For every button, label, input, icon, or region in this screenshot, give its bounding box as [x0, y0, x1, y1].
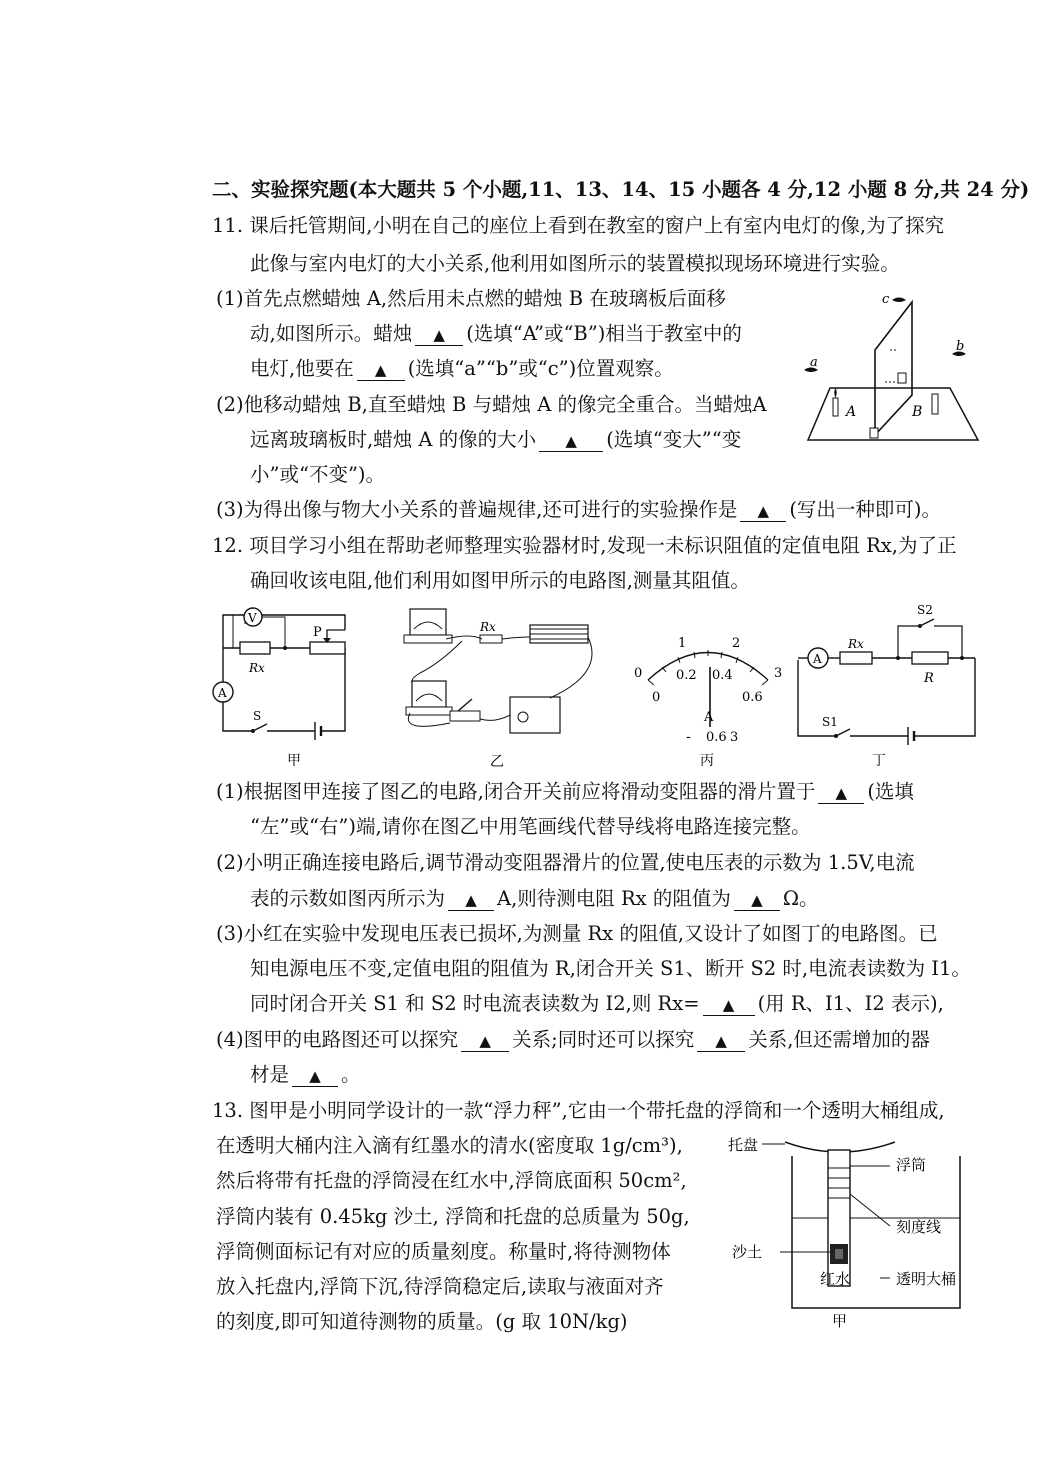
dial-unit: A	[704, 710, 714, 725]
q11-p2-line1: (2)他移动蜡烛 B,直至蜡烛 B 与蜡烛 A 的像完全重合。当蜡烛A	[216, 393, 767, 416]
q13-line5: 浮筒侧面标记有对应的质量刻度。称量时,将待测物体	[216, 1240, 671, 1263]
q11-p1-text-c: 电灯,他要在	[250, 357, 354, 380]
answer-blank[interactable]: ▲	[415, 325, 463, 346]
q11-p2-text-a: 远离玻璃板时,蜡烛 A 的像的大小	[250, 428, 537, 451]
answer-blank[interactable]: ▲	[740, 501, 786, 522]
q11-p2-line2	[250, 427, 741, 453]
answer-blank[interactable]: ▲	[703, 995, 755, 1016]
dial-bottom-04: 0.4	[712, 668, 733, 683]
q12-p4-line1	[216, 1027, 930, 1053]
q12-p1-line1	[216, 779, 914, 805]
q12-p2-line2	[250, 886, 819, 912]
candle-b-shape	[932, 394, 938, 414]
slider-label: P	[313, 625, 322, 640]
dial-bottom-02: 0.2	[676, 668, 697, 683]
resistor-label: Rx	[249, 661, 265, 675]
q12-p3-line1: (3)小红在实验中发现电压表已损坏,为测量 Rx 的阻值,又设计了如图丁的电路图。已	[216, 922, 938, 945]
q11-p1-line3	[250, 356, 674, 382]
caption-jia: 甲	[287, 753, 301, 769]
switch-label: S	[253, 709, 262, 723]
ammeter-label: A	[218, 686, 227, 700]
answer-blank[interactable]: ▲	[292, 1066, 338, 1087]
switch-s2	[920, 619, 934, 626]
candle-a-shape	[833, 398, 838, 416]
q11-p3-text-b: (写出一种即可)。	[789, 498, 942, 521]
q12-p4-text-a: (4)图甲的电路图还可以探究	[216, 1028, 459, 1051]
q12-p2-line1: (2)小明正确连接电路后,调节滑动变阻器滑片的位置,使电压表的示数为 1.5V,电流	[216, 851, 915, 874]
q12-p1-text-b: (选填	[867, 780, 914, 803]
q12-p3-line3	[250, 991, 944, 1017]
label-kedu: 刻度线	[896, 1218, 942, 1236]
q13-line6: 放入托盘内,浮筒下沉,待浮筒稳定后,读取与液面对齐	[216, 1275, 664, 1298]
section-heading: 二、实验探究题(本大题共 5 个小题,11、13、14、15 小题各 4 分,12 小题 8 分,共 24 分)	[212, 178, 1030, 201]
dial-top-3: 3	[774, 666, 783, 681]
buoyancy-scale-figure	[720, 1128, 990, 1338]
q12-p2-text-b: A,则待测电阻 Rx 的阻值为	[497, 887, 731, 910]
q11-p1-text-d: (选填“a”“b”或“c”)位置观察。	[407, 357, 674, 380]
switch-s2-label: S2	[917, 603, 933, 617]
resistor-rx	[840, 652, 872, 664]
q12-p1-line2: “左”或“右”)端,请你在图乙中用笔画线代替导线将电路连接完整。	[250, 815, 811, 838]
label-c: c	[882, 292, 890, 307]
resistor-rx	[240, 642, 270, 654]
caption-ding: 丁	[872, 753, 886, 769]
plate-clip	[898, 373, 906, 383]
label-candle-a: A	[846, 404, 857, 420]
q12-p3-text-b: (用 R、I1、I2 表示),	[757, 992, 944, 1015]
caption-bing: 丙	[700, 753, 714, 769]
switch-s	[253, 724, 267, 731]
q11-p1-text-a: 动,如图所示。蜡烛	[250, 322, 413, 345]
rheostat	[310, 642, 345, 654]
q11-p1-line1: (1)首先点燃蜡烛 A,然后用未点燃的蜡烛 B 在玻璃板后面移	[216, 287, 726, 310]
switch-device	[450, 711, 480, 721]
q12-p4-text-c: 关系,但还需增加的器	[748, 1028, 930, 1051]
label-b: b	[956, 339, 965, 354]
ammeter-label: A	[813, 652, 822, 666]
q11-p1-text-b: (选填“A”或“B”)相当于教室中的	[466, 322, 742, 345]
label-a: a	[810, 355, 818, 370]
q13-line2: 在透明大桶内注入滴有红墨水的清水(密度取 1g/cm³),	[216, 1134, 683, 1157]
q12-line1: 12. 项目学习小组在帮助老师整理实验器材时,发现一未标识阻值的定值电阻 Rx,为了正	[212, 534, 957, 557]
label-tuopan: 托盘	[728, 1136, 759, 1154]
caption-yi: 乙	[490, 754, 504, 770]
circuit-jia	[205, 600, 365, 770]
q11-line2: 此像与室内电灯的大小关系,他利用如图所示的装置模拟现场环境进行实验。	[250, 252, 900, 275]
label-futong: 浮筒	[896, 1156, 927, 1174]
label-shatu: 沙土	[732, 1243, 763, 1261]
q12-p1-text-a: (1)根据图甲连接了图乙的电路,闭合开关前应将滑动变阻器的滑片置于	[216, 780, 816, 803]
plate-clip	[870, 428, 878, 438]
terminal-3: 3	[730, 730, 739, 745]
glass-plate	[875, 302, 912, 435]
answer-blank[interactable]: ▲	[818, 783, 864, 804]
q11-line1: 11. 课后托管期间,小明在自己的座位上看到在教室的窗户上有室内电灯的像,为了探究	[212, 214, 945, 237]
r-label: R	[924, 671, 934, 686]
answer-blank[interactable]: ▲	[539, 431, 603, 452]
dial-top-1: 1	[678, 636, 687, 651]
label-hongshui: 红水	[820, 1270, 851, 1288]
switch-s1-label: S1	[822, 715, 838, 729]
q12-p2-text-a: 表的示数如图丙所示为	[250, 887, 446, 910]
float-tube-shape	[828, 1150, 850, 1286]
power-supply-device	[510, 697, 560, 733]
dial-arc	[648, 653, 768, 681]
q12-p4-line2	[250, 1062, 361, 1088]
q13-line3: 然后将带有托盘的浮筒浸在红水中,浮筒底面积 50cm²,	[216, 1169, 687, 1192]
ammeter-dial-bing	[628, 625, 788, 775]
circuit-ding	[790, 598, 985, 770]
dial-zero-top: 0	[634, 666, 643, 681]
glass-plate-figure	[800, 290, 990, 450]
q13-line4: 浮筒内装有 0.45kg 沙土, 浮筒和托盘的总质量为 50g,	[216, 1205, 690, 1228]
dial-bottom-06: 0.6	[742, 690, 763, 705]
q12-line2: 确回收该电阻,他们利用如图甲所示的电路图,测量其阻值。	[250, 569, 750, 592]
answer-blank[interactable]: ▲	[448, 890, 494, 911]
q12-p4-text-d: 材是	[250, 1063, 290, 1086]
apparatus-yi	[380, 603, 620, 773]
label-candle-b: B	[912, 404, 923, 420]
q13-line7: 的刻度,即可知道待测物的质量。(g 取 10N/kg)	[216, 1310, 628, 1333]
answer-blank[interactable]: ▲	[734, 890, 780, 911]
q13-line1: 13. 图甲是小明同学设计的一款“浮力秤”,它由一个带托盘的浮筒和一个透明大桶组成,	[212, 1099, 945, 1122]
answer-blank[interactable]: ▲	[461, 1031, 509, 1052]
q12-p3-line2: 知电源电压不变,定值电阻的阻值为 R,闭合开关 S1、断开 S2 时,电流表读数为 I1。	[250, 957, 971, 980]
caption-jia-13: 甲	[832, 1312, 848, 1330]
resistor-device	[480, 635, 502, 643]
resistor-r	[912, 652, 948, 664]
q12-p4-text-b: 关系;同时还可以探究	[512, 1028, 695, 1051]
switch-s1	[836, 729, 850, 736]
q12-p2-text-c: Ω。	[782, 887, 819, 910]
q11-p3-text-a: (3)为得出像与物大小关系的普遍规律,还可进行的实验操作是	[216, 498, 738, 521]
q11-p2-line3: 小”或“不变”)。	[250, 463, 386, 486]
q11-p2-text-b: (选填“变大”“变	[606, 428, 742, 451]
flame-icon	[834, 388, 837, 398]
eye-icon	[892, 298, 906, 303]
rx-label: Rx	[848, 637, 864, 651]
answer-blank[interactable]: ▲	[697, 1031, 745, 1052]
q11-p1-line2	[250, 321, 742, 347]
q11-p3-line	[216, 497, 941, 523]
rx-label: Rx	[480, 620, 496, 634]
answer-blank[interactable]: ▲	[357, 360, 405, 381]
dial-top-2: 2	[732, 636, 741, 651]
voltmeter-label: V	[248, 611, 257, 625]
q12-p4-text-e: 。	[341, 1063, 361, 1086]
label-tong: 透明大桶	[896, 1270, 957, 1288]
q12-p3-text-a: 同时闭合开关 S1 和 S2 时电流表读数为 I2,则 Rx=	[250, 992, 700, 1015]
terminal-minus: -	[686, 729, 691, 745]
terminal-06: 0.6	[706, 730, 727, 745]
dial-zero-bottom: 0	[652, 690, 661, 705]
